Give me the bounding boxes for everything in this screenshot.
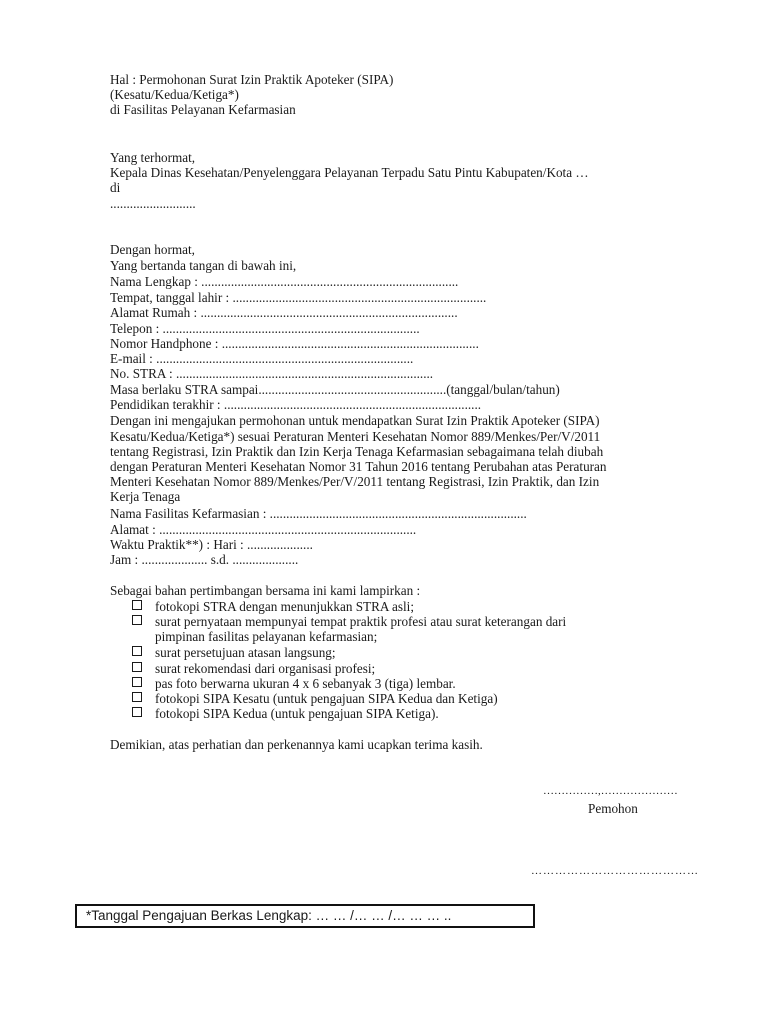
- attachment-label: surat rekomendasi dari organisasi profesi;: [155, 661, 376, 676]
- field-email: E-mail : ..............................................................................: [110, 351, 414, 366]
- request-paragraph-line: Dengan ini mengajukan permohonan untuk mendapatkan Surat Izin Praktik Apoteker (SIPA): [110, 413, 600, 428]
- field-jam: Jam : .................... s.d. ....................: [110, 552, 299, 567]
- checkbox-icon[interactable]: [132, 707, 142, 717]
- attachment-item: [132, 614, 566, 629]
- checkbox-icon[interactable]: [132, 677, 142, 687]
- request-paragraph-line: Menteri Kesehatan Nomor 889/Menkes/Per/V/2011 tentang Registrasi, Izin Praktik, dan Izin: [110, 474, 600, 489]
- attachment-item: [132, 599, 414, 614]
- field-nomor-handphone: Nomor Handphone : ..............................................................................: [110, 336, 479, 351]
- field-waktu-praktik: Waktu Praktik**) : Hari : ....................: [110, 537, 313, 552]
- request-paragraph-line: tentang Registrasi, Izin Praktik dan Izin Kerja Tenaga Kefarmasian sebagaimana telah diubah: [110, 444, 604, 459]
- field-alamat-rumah: Alamat Rumah : ..............................................................................: [110, 305, 458, 320]
- attachment-label: surat pernyataan mempunyai tempat praktik profesi atau surat keterangan dari: [155, 614, 567, 629]
- checkbox-icon[interactable]: [132, 662, 142, 672]
- attachment-label: fotokopi SIPA Kesatu (untuk pengajuan SIPA Kedua dan Ketiga): [155, 691, 498, 706]
- attachment-item: [132, 661, 375, 676]
- closing-sentence: Demikian, atas perhatian dan perkenannya kami ucapkan terima kasih.: [110, 737, 483, 752]
- checkbox-icon[interactable]: [132, 646, 142, 656]
- checkbox-icon[interactable]: [132, 615, 142, 625]
- attachment-item: [132, 691, 498, 706]
- field-alamat-fasilitas: Alamat : ..............................................................................: [110, 522, 417, 537]
- field-no-stra: No. STRA : ..............................................................................: [110, 366, 434, 381]
- request-paragraph-line: Kesatu/Kedua/Ketiga*) sesuai Peraturan Menteri Kesehatan Nomor 889/Menkes/Per/V/2011: [110, 429, 601, 444]
- attachments-intro: Sebagai bahan pertimbangan bersama ini kami lampirkan :: [110, 583, 421, 598]
- attachment-label: surat persetujuan atasan langsung;: [155, 645, 336, 660]
- checkbox-icon[interactable]: [132, 692, 142, 702]
- signature-name-line: ……………………………………: [531, 865, 699, 877]
- addressee-place: ..........................: [110, 196, 196, 211]
- addressee-di: di: [110, 180, 121, 195]
- field-tempat-tanggal-lahir: Tempat, tanggal lahir : .............................................................................: [110, 290, 487, 305]
- addressee-recipient: Kepala Dinas Kesehatan/Penyelenggara Pelayanan Terpadu Satu Pintu Kabupaten/Kota …: [110, 165, 589, 180]
- intro-line: Yang bertanda tangan di bawah ini,: [110, 258, 297, 273]
- checkbox-icon[interactable]: [132, 600, 142, 610]
- salutation: Dengan hormat,: [110, 242, 195, 257]
- attachment-item: [132, 645, 336, 660]
- field-telepon: Telepon : ..............................................................................: [110, 321, 420, 336]
- subject-line-2: (Kesatu/Kedua/Ketiga*): [110, 87, 239, 102]
- attachment-label: fotokopi SIPA Kedua (untuk pengajuan SIPA Ketiga).: [155, 706, 439, 721]
- attachment-label: fotokopi STRA dengan menunjukkan STRA asli;: [155, 599, 414, 614]
- signature-role: Pemohon: [588, 801, 638, 816]
- attachment-item: [132, 676, 456, 691]
- request-paragraph-line: Kerja Tenaga: [110, 489, 181, 504]
- attachment-item: [132, 706, 439, 721]
- request-paragraph-line: dengan Peraturan Menteri Kesehatan Nomor 31 Tahun 2016 tentang Perubahan atas Peraturan: [110, 459, 607, 474]
- field-nama-lengkap: Nama Lengkap : ..............................................................................: [110, 274, 459, 289]
- subject-line-3: di Fasilitas Pelayanan Kefarmasian: [110, 102, 296, 117]
- field-nama-fasilitas: Nama Fasilitas Kefarmasian : ..............................................................................: [110, 506, 527, 521]
- field-masa-berlaku-stra: Masa berlaku STRA sampai.........................................................(tanggal/bulan/tahun): [110, 382, 560, 397]
- submission-date-box: [75, 904, 535, 928]
- submission-date-note: *Tanggal Pengajuan Berkas Lengkap: … … /… … /… … … ..: [86, 908, 452, 923]
- signature-place-date: ……………,…………………: [543, 785, 678, 797]
- addressee-greeting: Yang terhormat,: [110, 150, 196, 165]
- attachment-item-continuation: pimpinan fasilitas pelayanan kefarmasian;: [155, 629, 378, 644]
- subject-line-1: Hal : Permohonan Surat Izin Praktik Apoteker (SIPA): [110, 72, 394, 87]
- attachment-label: pas foto berwarna ukuran 4 x 6 sebanyak 3 (tiga) lembar.: [155, 676, 456, 691]
- field-pendidikan-terakhir: Pendidikan terakhir : ..............................................................................: [110, 397, 482, 412]
